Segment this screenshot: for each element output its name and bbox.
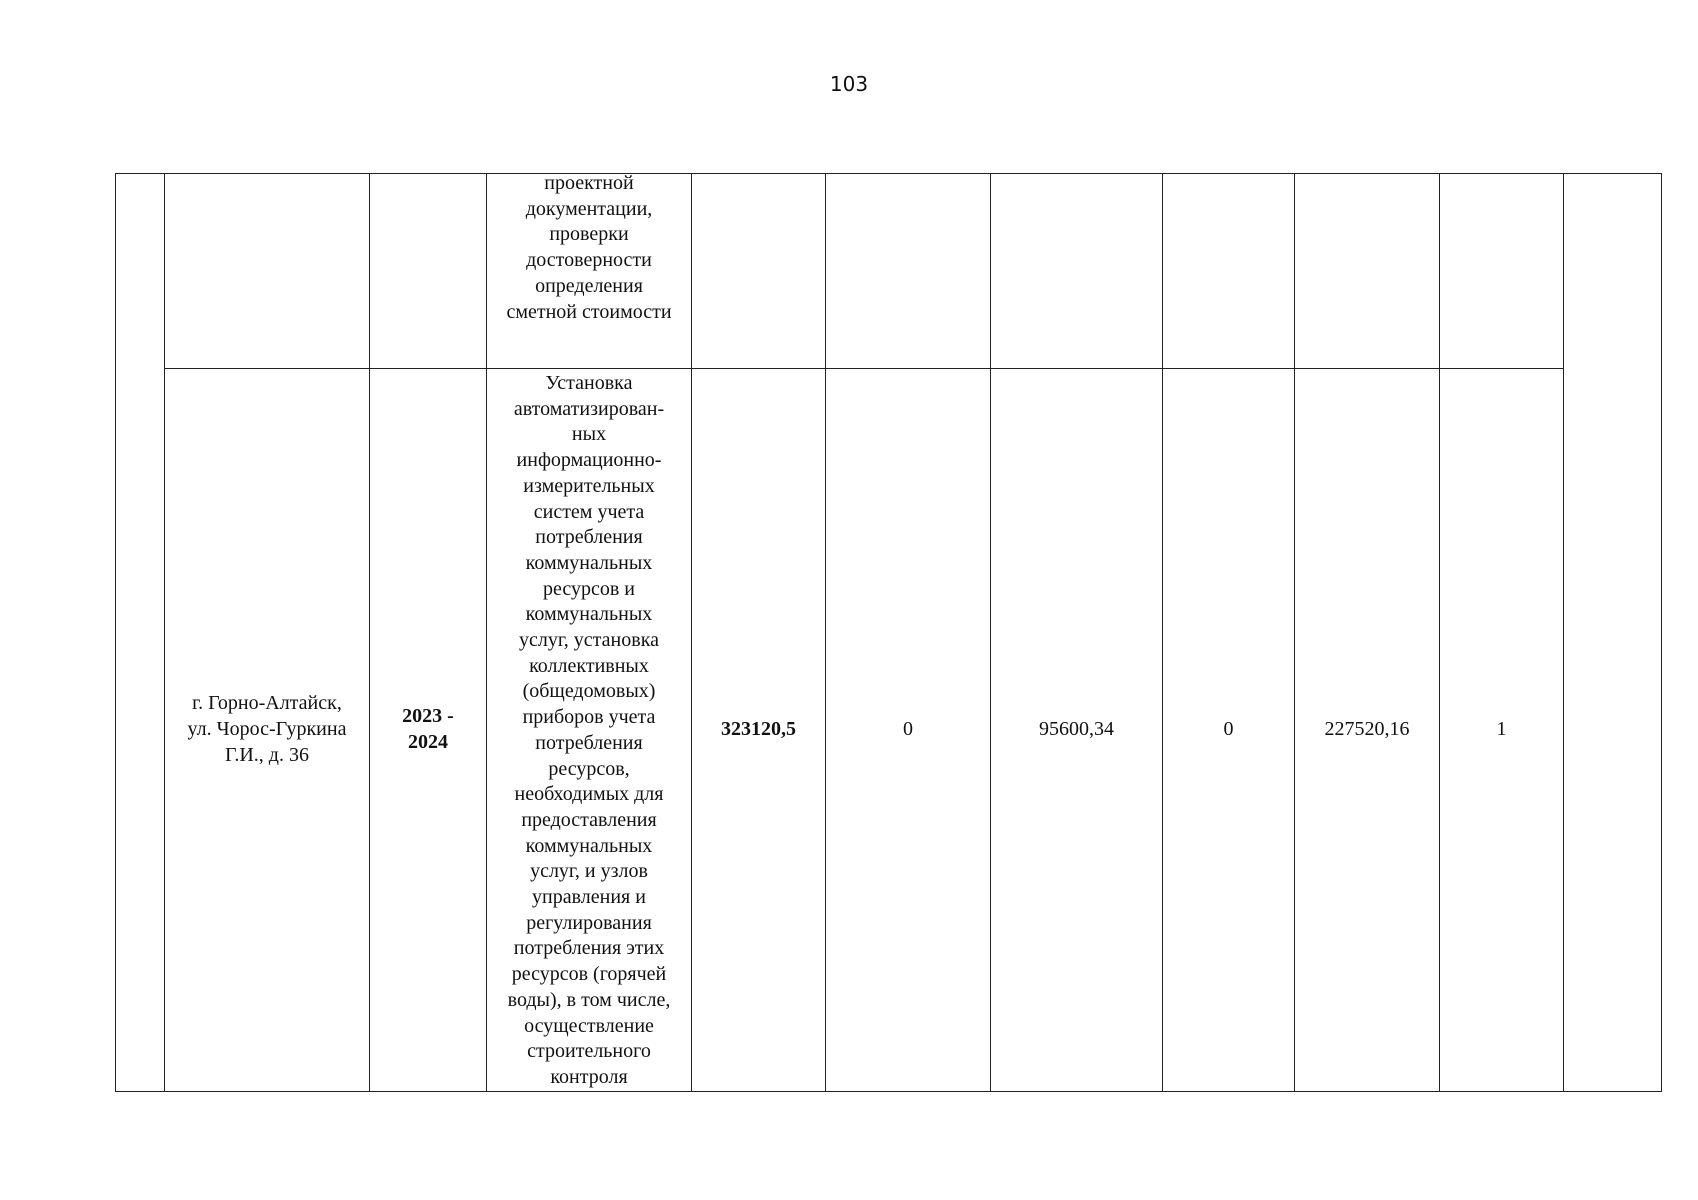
last-column-cell — [1564, 174, 1662, 1092]
row-number-cell — [116, 174, 165, 1092]
description-cell-continued — [487, 174, 692, 369]
value-1-cell-empty — [826, 174, 991, 369]
value-1-cell: 0 — [826, 369, 991, 1092]
description-text: Установка автоматизирован- ных информационно- измерительных систем учета потребления коммунальных ресурсов и коммунальных услуг, установка коллективных (общедомовых) приборов учета потребления ресурсов, необходимых для предоставления коммунальных услуг, и узлов управления и регулирования потребления этих ресурсов (горячей воды), в том числе, осуществление строительного контроля — [507, 372, 671, 1088]
total-cell-empty — [692, 174, 826, 369]
value-2-cell-empty — [991, 174, 1163, 369]
table-row — [116, 369, 1662, 1092]
value-4-cell: 227520,16 — [1295, 369, 1440, 1092]
address-cell: г. Горно-Алтайск, ул. Чорос-Гуркина Г.И., д. 36 — [165, 369, 370, 1092]
continuation-row — [116, 174, 1662, 369]
value-4-cell-empty — [1295, 174, 1440, 369]
work-schedule-table — [115, 173, 1662, 1092]
period-cell: 2023 - 2024 — [370, 369, 487, 1092]
description-cell — [487, 369, 692, 1092]
page-number: 103 — [829, 72, 869, 96]
count-cell: 1 — [1440, 369, 1564, 1092]
period-cell-empty — [370, 174, 487, 369]
address-cell-empty — [165, 174, 370, 369]
description-continued-text: проектной документации, проверки достоверности определения сметной стоимости — [506, 172, 672, 323]
value-2-cell: 95600,34 — [991, 369, 1163, 1092]
value-3-cell: 0 — [1163, 369, 1295, 1092]
value-3-cell-empty — [1163, 174, 1295, 369]
count-cell-empty — [1440, 174, 1564, 369]
total-cell: 323120,5 — [692, 369, 826, 1092]
